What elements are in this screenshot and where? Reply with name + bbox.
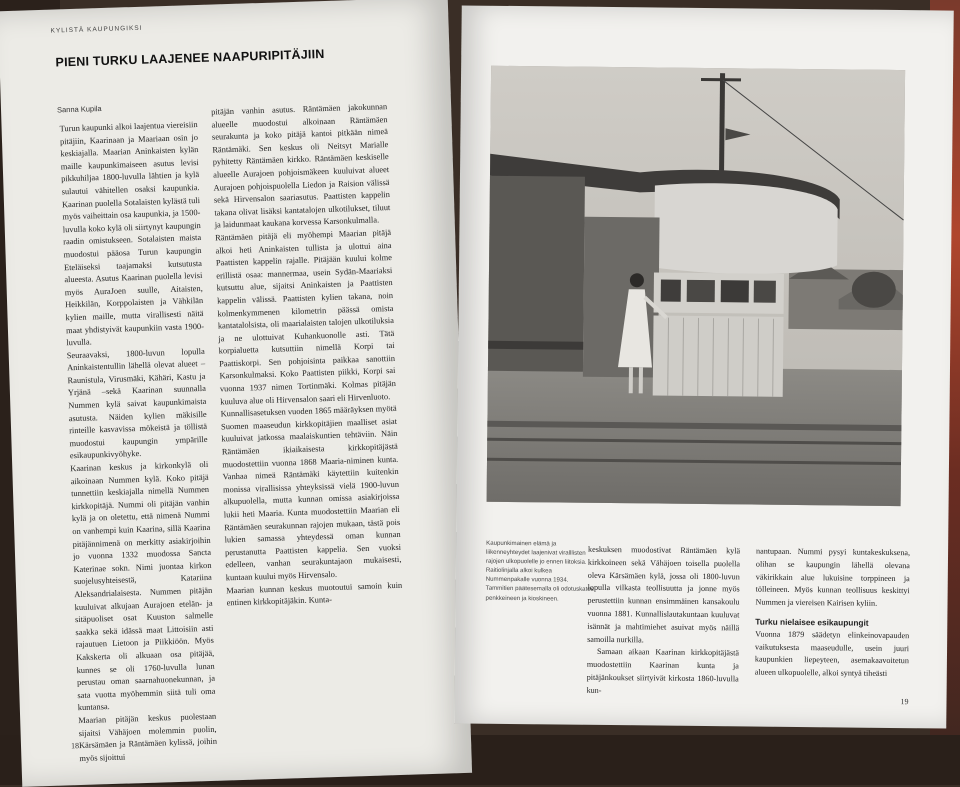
section-subheading: Turku nielaisee esikaupungit <box>755 616 869 628</box>
page-number: 19 <box>900 697 909 707</box>
historical-photo <box>487 66 906 506</box>
photo-caption: Kaupunkimainen elämä ja liikenneyhteydet laajenivat viralllisten rajojen ulkopuolelle jo ennen liitoksia. Raitiolinjalla alkoi kulkea Nummenpakalle vuonna 1934. Tammitien päätesemalla oli odotuskatos penkkeineen ja kioskineen. <box>485 539 594 603</box>
right-text-column-1 <box>586 544 740 706</box>
paragraph: Vuonna 1879 säädetyn elinkeinovapauden vaikutuksesta maaseudulle, usein juuri kaupunkien liepeyteen, asemakaavoitetun alueen ulkopuolelle, alkoi syntyä tiheästi <box>754 629 910 679</box>
paragraph: Turun kaupunki alkoi laajentua viereisiin pitäjiin, Kaarinaan ja Maariaan osin jo keskiajalla. Maarian Aninkaisten kylän maille kaupunkimaiseen asutus levisi pikkuhiljaa 1800-luvulla lähtien ja kylä sulautui vähitellen osaksi kaupunkia. Kaarinan puolella Sotalaisten kylästä tuli myös vaiheittain osa kaupunkia, ja 1500-luvulla koko kylä oli siirtynyt kaupungin raadin omistukseen. Sotalaisten maista muodostui pääosa Turun kaupungin Eteläiseksi taajamaksi kutsutusta alueesta. Asutus Kaarinan puolella levisi myös AuraJoen suulle, Aitaisten, Heikkilän, Korppolaisten ja Vähkilän kylien maille, mutta virallisesti näitä maat yhdistyivät kaupunkiin vasta 1900-luvulla. <box>59 120 205 348</box>
paragraph: Räntämäen pitäjä eli myöhempi Maarian pitäjä alkoi heti Aninkaisten tullista ja ulottui aina Paattisten kappelin rajalle. Pitäjään kuului kolme erillistä osaa: mannermaa, usein Sydän-Maariaksi kutsuttu alue, sijaitsi Aninkaisten ja Paattisten kappelin välissä. Paattisten kylien takana, noin kolmenkymmenen kilometrin päässä omista kantatalolsista, oli maarialaisten talojen ulkotiluksia ja ne ulottuivat Kuhankuonolle asti. Tätä korpialuetta kutsuttiin nimellä Korpi tai Paattiskorpi. Sen pohjoisinta paikkaa sanottiin Karsonkulmaksi. Koko Paattisten piikki, Korpi sai vuonna 1937 nimen Tortinmäki. Kolmas pitäjän kuuluva alue oli Hirvensalon saari eli Hirvenluoto. <box>215 227 396 407</box>
paragraph: Kaarinan keskus ja kirkonkylä oli aikoinaan Nummen kylä. Koko pitäjä tunnettiin keskiajalla nimellä Nummen kirkkopitäjä. Nummi oli pitäjän vanhin kylä ja on oletettu, että nimenä Nummi on vanhempi kuin Kaarina, sillä Kaarina pitäjännimenä on merkitty asiakirjoihin jo vuonna 1332 muodossa Sancta Katerinae sokn. Nimi juontaa kirkon suojelusyhteisestä, Katariina Aleksandrialaisesta. Nummen pitäjän kuuluivat alkujaan Aurajoen etelän- ja sitäpuoliset osat Kuuston salmelle saakka sekä idässä maat Littoisiin asti rajautuen Lietoon ja Piikkiöön. Myös Kakskerta oli alkuaan osa pitäjää, kunnes se oli 1760-luvulla lunan perustau oman saarnahuonekunnan, ja sata vuotta myöhemmin siitä tuli oma kuntansa. <box>70 459 216 713</box>
left-page <box>0 0 472 787</box>
right-text-column-2 <box>754 546 910 708</box>
running-head: KYLISTÄ KAUPUNGIKSI <box>50 24 143 35</box>
paragraph: nantupaan. Nummi pysyi kuntakeskuksena, olihan se kaupungin lähellä olevana väkirikkain alue lukuisine torppineen ja tölleineen. Myös kunnan teollisuus keskittyi Nummen ja viereisen Kairisen kyliin. <box>755 546 911 609</box>
page-number: 18 <box>70 741 80 751</box>
paragraph: Maarian kunnan keskus muotoutui samoin kuin entinen kirkkopitäjäkin. Kunta- <box>226 580 403 608</box>
paragraph: Samaan aikaan Kaarinan kirkkopitäjästä muodostettiin Kaarinan kunta ja pitäjänkoukset siirtyivät kirkosta 1860-luvulla kun- <box>586 647 740 695</box>
right-page <box>454 5 953 728</box>
article-title: PIENI TURKU LAAJENEE NAAPURIPITÄJIIN <box>55 47 325 70</box>
paragraph: Maarian pitäjän keskus puolestaan sijaitsi Vähäjoen molemmin puolin, Kärsämäen ja Räntämäen kylissä, joihin myös sijoittui <box>78 711 218 763</box>
paragraph: Seuraavaksi, 1800-luvun lopulla Aninkaistentullin lähellä olevat alueet – Raunistula, Virusmäki, Kähäri, Kastu ja Yrjänä –sekä Kaarinan suunnalla Nummen kylä saivat kaupunkimaista asutusta. Näiden kylien mäkisille rinteille kasvavissa mökeistä ja töllistä muodostui kaupungin ympärille esikaupunkivyöhyke. <box>66 346 208 461</box>
photo-illustration <box>487 66 906 506</box>
text-column-1 <box>59 119 218 763</box>
text-column-2 <box>211 101 407 746</box>
paragraph: Kunnallisasetuksen vuoden 1865 määräyksen myötä Suomen maaseudun kirkkopitäjien maalliset asiat kuuluivat jatkossa maalaiskuntien tehtäviin. Näin Räntämäen ikiaikaisesta kirkkopitäjästä muodostettiin vuonna 1868 Maaria-niminen kunta. Vanhaa nimeä Räntämäki käytettiin kuitenkin monissa virallisissa yhteyksissä vielä 1900-luvun alkupuolella, mutta kunnan omissa asiakirjoissa lukii heti Maaria. Kunta muodostettiin Maarian eli Räntämäen seurakunnan rajojen mukaan, tästä pois lukien samassa yhteydessä oman kunnan perustanutta Paattisten kappelia. Sen vuoksi edelleen, vanhan seurakuntajaon mukaisesti, kuntaan kuului myös Hirvensalo. <box>220 404 402 583</box>
paragraph: keskuksen muodostivat Räntämäen kylä kirkkoineen sekä Vähäjoen toisella puolella oleva Kärsämäen kylä, jossa oli 1800-luvun lopulla vilkasta teollisuutta ja jonne myös perustettiin kunnan ensimmäinen kansakoulu vuonna 1881. Kunnallislautakuntaan kuuluvat isännät ja mahtimiehet asuivat myös näillä samoilla nurkilla. <box>587 544 741 644</box>
paragraph: pitäjän vanhin asutus. Räntämäen jakokunnan alueelle muodostui alkoinaan Räntämäen seurakunta ja koko pitäjä kantoi pitkään nimeä Räntämäki. Sen keskus oli Neitsyt Marialle pyhitetty Räntämäen kirkko. Räntämäen keskiselle alueelle Aurajoen pohjoismäkeen kuuluivat alueet Aurajoen pohjoispuolella Liedon ja Raision välissä sekä Hirvensalon saariasutus. Paattisten kappelin takana olivat lisäksi kantatalojen ulkotilukset, tiluut ja laidunmaat kaukana korvessa Karsonkulmalla. <box>211 102 391 230</box>
author-name: Sanna Kupila <box>56 104 102 115</box>
